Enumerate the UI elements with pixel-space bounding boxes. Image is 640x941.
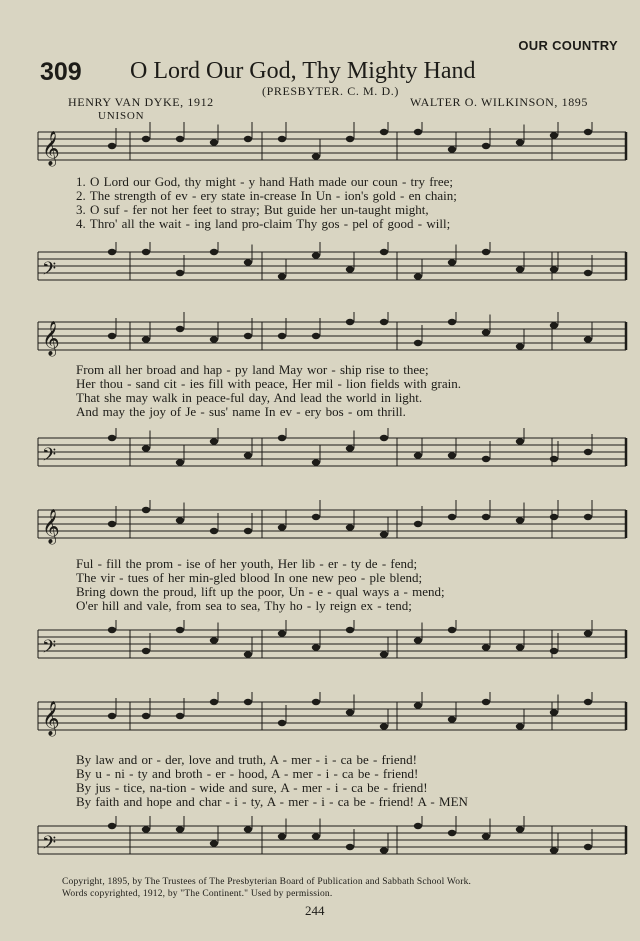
note-head	[312, 459, 320, 465]
note-head	[176, 826, 184, 832]
system-2-verse-3: That she may walk in peace-ful day, And lead the world in light.	[76, 390, 423, 405]
note-head	[516, 343, 524, 349]
bass-clef-icon: 𝄢	[42, 259, 57, 284]
note-head	[482, 833, 490, 839]
note-head	[516, 139, 524, 145]
note-head	[448, 627, 456, 633]
note-head	[210, 249, 218, 255]
note-head	[108, 143, 116, 149]
composer-credit: WALTER O. WILKINSON, 1895	[410, 95, 588, 109]
note-head	[176, 627, 184, 633]
note-head	[244, 528, 252, 534]
note-head	[380, 723, 388, 729]
note-head	[516, 826, 524, 832]
author-credit: HENRY VAN DYKE, 1912	[68, 95, 214, 109]
note-head	[142, 249, 150, 255]
note-head	[244, 651, 252, 657]
note-head	[550, 132, 558, 138]
system-3-treble-staff	[0, 500, 640, 550]
page-number: 244	[305, 903, 325, 918]
note-head	[142, 445, 150, 451]
copyright-line-2: Words copyrighted, 1912, by "The Continent." Used by permission.	[62, 889, 333, 899]
copyright-line-1: Copyright, 1895, by The Trustees of The Presbyterian Board of Publication and Sabbath School Work.	[62, 877, 472, 887]
note-head	[516, 644, 524, 650]
note-head	[346, 266, 354, 272]
note-head	[550, 456, 558, 462]
tune-name: (PRESBYTER. C. M. D.)	[262, 84, 399, 98]
note-head	[346, 136, 354, 142]
note-head	[414, 637, 422, 643]
note-head	[346, 844, 354, 850]
note-head	[244, 333, 252, 339]
note-head	[380, 129, 388, 135]
hymn-title: O Lord Our God, Thy Mighty Hand	[130, 58, 476, 84]
note-head	[414, 452, 422, 458]
note-head	[108, 823, 116, 829]
note-head	[176, 517, 184, 523]
note-head	[414, 129, 422, 135]
note-head	[142, 713, 150, 719]
note-head	[346, 445, 354, 451]
note-head	[312, 153, 320, 159]
note-head	[584, 844, 592, 850]
system-4-bass-staff	[0, 816, 640, 866]
note-head	[142, 136, 150, 142]
performance-direction: UNISON	[98, 110, 145, 122]
system-1-verse-4: 4. Thro' all the wait - ing land pro-claim Thy gos - pel of good - will;	[76, 216, 451, 231]
note-head	[210, 637, 218, 643]
note-head	[584, 129, 592, 135]
note-head	[550, 648, 558, 654]
note-head	[346, 319, 354, 325]
system-3-verse-4: O'er hill and vale, from sea to sea, Thy ho - ly reign ex - tend;	[76, 598, 412, 613]
note-head	[142, 648, 150, 654]
note-head	[482, 514, 490, 520]
note-head	[142, 507, 150, 513]
note-head	[312, 833, 320, 839]
note-head	[482, 143, 490, 149]
note-head	[380, 319, 388, 325]
bass-clef-icon: 𝄢	[42, 445, 57, 470]
note-head	[108, 521, 116, 527]
system-2-verse-1: From all her broad and hap - py land May wor - ship rise to thee;	[76, 362, 429, 377]
note-head	[108, 249, 116, 255]
note-head	[448, 830, 456, 836]
note-head	[414, 340, 422, 346]
system-4-verse-2: By u - ni - ty and broth - er - hood, A - mer - i - ca be - friend!	[76, 766, 419, 781]
system-2-verse-4: And may the joy of Je - sus' name In ev - ery bos - om thrill.	[76, 404, 406, 419]
note-head	[244, 699, 252, 705]
note-head	[550, 847, 558, 853]
system-2-bass-staff	[0, 428, 640, 478]
note-head	[210, 336, 218, 342]
note-head	[278, 630, 286, 636]
note-head	[210, 528, 218, 534]
note-head	[210, 139, 218, 145]
note-head	[584, 514, 592, 520]
note-head	[312, 333, 320, 339]
note-head	[176, 270, 184, 276]
note-head	[448, 514, 456, 520]
system-3-verse-1: Ful - fill the prom - ise of her youth, Her lib - er - ty de - fend;	[76, 556, 418, 571]
note-head	[584, 336, 592, 342]
note-head	[244, 826, 252, 832]
note-head	[550, 322, 558, 328]
note-head	[380, 651, 388, 657]
note-head	[278, 524, 286, 530]
note-head	[312, 514, 320, 520]
system-4-verse-4: By faith and hope and char - i - ty, A - mer - i - ca be - friend! A - MEN	[76, 794, 468, 809]
system-4-verse-1: By law and or - der, love and truth, A - mer - i - ca be - friend!	[76, 752, 417, 767]
note-head	[414, 521, 422, 527]
note-head	[176, 136, 184, 142]
note-head	[380, 435, 388, 441]
treble-clef-icon: 𝄞	[42, 701, 60, 736]
system-3-bass-staff	[0, 620, 640, 670]
note-head	[210, 438, 218, 444]
note-head	[550, 709, 558, 715]
system-1-bass-staff	[0, 242, 640, 292]
note-head	[516, 723, 524, 729]
note-head	[448, 319, 456, 325]
note-head	[346, 627, 354, 633]
note-head	[584, 699, 592, 705]
note-head	[108, 713, 116, 719]
note-head	[210, 699, 218, 705]
note-head	[414, 702, 422, 708]
note-head	[584, 270, 592, 276]
note-head	[584, 449, 592, 455]
note-head	[108, 333, 116, 339]
note-head	[516, 266, 524, 272]
note-head	[448, 259, 456, 265]
note-head	[176, 459, 184, 465]
note-head	[414, 273, 422, 279]
note-head	[244, 452, 252, 458]
treble-clef-icon: 𝄞	[42, 321, 60, 356]
system-4-verse-3: By jus - tice, na-tion - wide and sure, A - mer - i - ca be - friend!	[76, 780, 428, 795]
system-2-treble-staff	[0, 312, 640, 362]
treble-clef-icon: 𝄞	[42, 131, 60, 166]
note-head	[142, 826, 150, 832]
note-head	[278, 273, 286, 279]
note-head	[312, 699, 320, 705]
note-head	[176, 326, 184, 332]
note-head	[278, 833, 286, 839]
note-head	[516, 438, 524, 444]
note-head	[176, 713, 184, 719]
note-head	[278, 333, 286, 339]
note-head	[550, 514, 558, 520]
note-head	[278, 136, 286, 142]
section-heading: OUR COUNTRY	[518, 38, 618, 53]
note-head	[414, 823, 422, 829]
system-3-verse-3: Bring down the proud, lift up the poor, Un - e - qual ways a - mend;	[76, 584, 445, 599]
bass-clef-icon: 𝄢	[42, 637, 57, 662]
system-3-verse-2: The vir - tues of her min-gled blood In one new peo - ple blend;	[76, 570, 423, 585]
note-head	[482, 249, 490, 255]
note-head	[346, 709, 354, 715]
note-head	[380, 249, 388, 255]
note-head	[482, 456, 490, 462]
system-1-verse-3: 3. O suf - fer not her feet to stray; But guide her un-taught might,	[76, 202, 429, 217]
note-head	[380, 531, 388, 537]
system-1-verse-1: 1. O Lord our God, thy might - y hand Hath made our coun - try free;	[76, 174, 454, 189]
note-head	[278, 435, 286, 441]
bass-clef-icon: 𝄢	[42, 833, 57, 858]
system-1-verse-2: 2. The strength of ev - ery state in-crease In Un - ion's gold - en chain;	[76, 188, 457, 203]
note-head	[584, 630, 592, 636]
note-head	[448, 146, 456, 152]
note-head	[312, 252, 320, 258]
system-4-treble-staff	[0, 692, 640, 742]
hymn-number: 309	[40, 58, 82, 86]
note-head	[346, 524, 354, 530]
note-head	[380, 847, 388, 853]
note-head	[448, 716, 456, 722]
treble-clef-icon: 𝄞	[42, 509, 60, 544]
note-head	[210, 840, 218, 846]
note-head	[482, 644, 490, 650]
note-head	[448, 452, 456, 458]
system-2-verse-2: Her thou - sand cit - ies fill with peace, Her mil - lion fields with grain.	[76, 376, 461, 391]
note-head	[108, 627, 116, 633]
note-head	[244, 259, 252, 265]
note-head	[482, 329, 490, 335]
note-head	[108, 435, 116, 441]
note-head	[312, 644, 320, 650]
note-head	[516, 517, 524, 523]
note-head	[244, 136, 252, 142]
note-head	[278, 720, 286, 726]
note-head	[142, 336, 150, 342]
system-1-treble-staff	[0, 122, 640, 172]
note-head	[550, 266, 558, 272]
note-head	[482, 699, 490, 705]
